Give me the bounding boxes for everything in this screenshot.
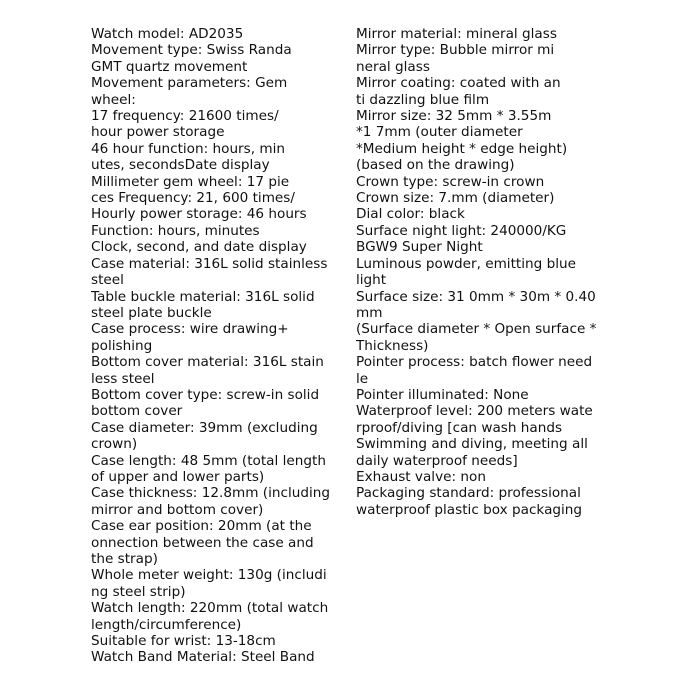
spec-line: waterproof plastic box packaging (356, 501, 583, 518)
spec-line: Surface night light: 240000/KG (356, 222, 567, 239)
spec-line: (Surface diameter * Open surface * (356, 321, 597, 338)
spec-line: steel (91, 272, 124, 289)
spec-line: *1 7mm (outer diameter (356, 124, 523, 141)
spec-line: Dial color: black (356, 206, 465, 223)
spec-line: mm (356, 304, 383, 321)
spec-line: Case length: 48 5mm (total length (91, 452, 326, 469)
spec-line: length/circumference) (91, 616, 242, 633)
spec-line: mirror and bottom cover) (91, 501, 264, 518)
spec-line: Pointer illuminated: None (356, 386, 529, 403)
spec-line: ti dazzling blue film (356, 91, 490, 108)
spec-line: polishing (91, 337, 153, 354)
spec-line: daily waterproof needs] (356, 452, 518, 469)
spec-column-right (356, 26, 618, 518)
spec-line: Clock, second, and date display (91, 239, 307, 256)
spec-line: neral glass (356, 58, 430, 75)
spec-line: Whole meter weight: 130g (includi (91, 567, 327, 584)
spec-line: ng steel strip) (91, 583, 186, 600)
spec-line: Exhaust valve: non (356, 468, 486, 485)
spec-line: Mirror material: mineral glass (356, 26, 557, 42)
spec-line: BGW9 Super Night (356, 239, 483, 256)
spec-line: Mirror type: Bubble mirror mi (356, 42, 555, 59)
spec-line: GMT quartz movement (91, 58, 248, 75)
spec-line: Movement type: Swiss Randa (91, 42, 292, 59)
spec-line: 46 hour function: hours, min (91, 140, 286, 157)
spec-line: Bottom cover type: screw-in solid (91, 386, 320, 403)
spec-line: Case thickness: 12.8mm (including (91, 485, 330, 502)
spec-line: (based on the drawing) (356, 157, 515, 174)
spec-line: Pointer process: batch flower need (356, 354, 593, 371)
spec-line: the strap) (91, 551, 158, 567)
spec-line: Case diameter: 39mm (excluding (91, 419, 318, 436)
spec-line: of upper and lower parts) (91, 468, 265, 485)
spec-line: le (356, 370, 369, 387)
spec-line: Case process: wire drawing+ (91, 321, 289, 338)
spec-line: Crown type: screw-in crown (356, 173, 545, 190)
spec-line: Movement parameters: Gem (91, 75, 288, 92)
spec-line: Table buckle material: 316L solid (91, 288, 315, 305)
spec-line: Crown size: 7.mm (diameter) (356, 190, 555, 207)
spec-line: Millimeter gem wheel: 17 pie (91, 173, 290, 190)
spec-line: Waterproof level: 200 meters wate (356, 403, 593, 420)
spec-line: Mirror size: 32 5mm * 3.55m (356, 108, 552, 125)
spec-column-left (91, 26, 353, 666)
spec-line: Suitable for wrist: 13-18cm (91, 633, 276, 650)
spec-line: ces Frequency: 21, 600 times/ (91, 190, 295, 207)
spec-line: 17 frequency: 21600 times/ (91, 108, 279, 125)
spec-line: Function: hours, minutes (91, 222, 260, 239)
spec-line: hour power storage (91, 124, 225, 141)
spec-line: Thickness) (356, 337, 429, 354)
spec-line: less steel (91, 370, 155, 387)
spec-line: *Medium height * edge height) (356, 140, 568, 157)
spec-line: Case material: 316L solid stainless (91, 255, 328, 272)
spec-line: onnection between the case and (91, 534, 314, 551)
spec-line: Bottom cover material: 316L stain (91, 354, 324, 371)
spec-line: rproof/diving [can wash hands (356, 419, 563, 436)
spec-line: Case ear position: 20mm (at the (91, 518, 312, 535)
spec-line: Swimming and diving, meeting all (356, 436, 588, 453)
spec-line: bottom cover (91, 403, 183, 420)
spec-line: Surface size: 31 0mm * 30m * 0.40 (356, 288, 596, 305)
spec-line: crown) (91, 436, 138, 453)
spec-line: steel plate buckle (91, 304, 212, 321)
spec-line: light (356, 272, 387, 289)
spec-line: Watch length: 220mm (total watch (91, 600, 329, 617)
spec-line: Mirror coating: coated with an (356, 75, 561, 92)
spec-line: Watch model: AD2035 (91, 26, 244, 42)
spec-line: Packaging standard: professional (356, 485, 581, 502)
spec-line: utes, secondsDate display (91, 157, 270, 174)
spec-line: wheel: (91, 91, 136, 108)
spec-line: Watch Band Material: Steel Band (91, 649, 315, 666)
spec-line: Hourly power storage: 46 hours (91, 206, 307, 223)
spec-line: Luminous powder, emitting blue (356, 255, 576, 272)
